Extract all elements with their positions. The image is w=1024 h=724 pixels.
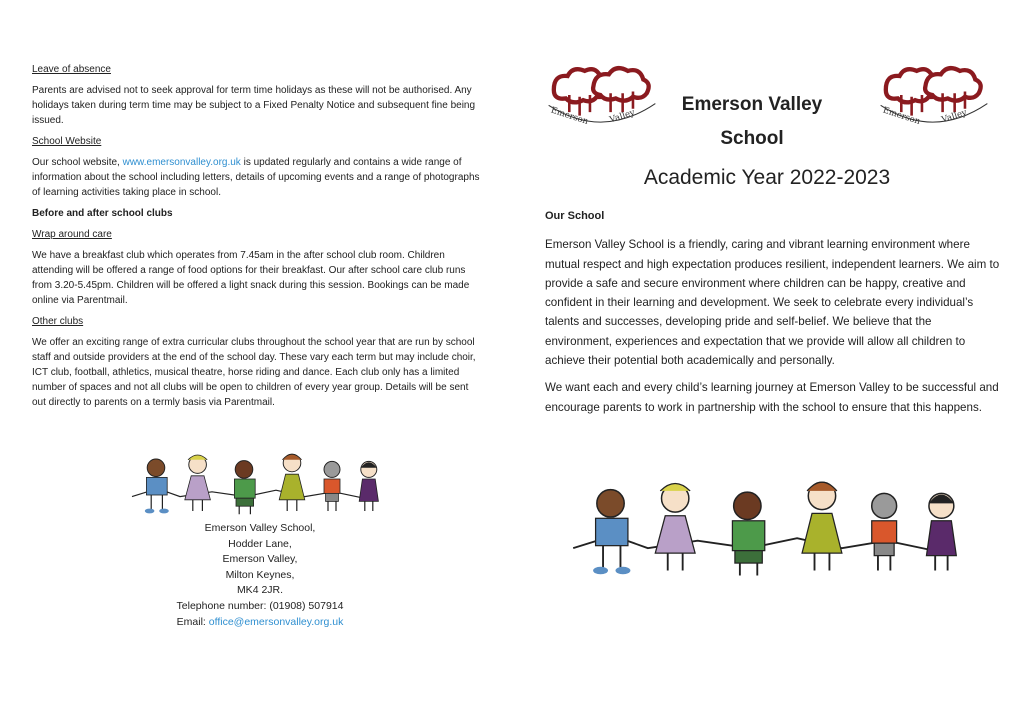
- wrap-around-care-text: We have a breakfast club which operates from 7.45am in the after school club room. Children attending will be offered a range of food options for their breakfast. Our after school care club runs from 3.20-5.45pm. Children will be offered a light snack during this session. Bookings can be made online via Parentmail.: [32, 250, 470, 306]
- right-page: [512, 0, 1024, 724]
- address-line-4: Milton Keynes,: [225, 568, 295, 581]
- address-line-1: Emerson Valley School,: [204, 522, 316, 534]
- academic-year-title: Academic Year 2022-2023: [643, 166, 891, 189]
- children-holding-hands-illustration: [560, 476, 972, 578]
- school-address: [150, 521, 370, 630]
- children-holding-hands-illustration: [124, 450, 388, 516]
- clubs-heading: Before and after school clubs: [32, 208, 173, 219]
- leave-of-absence-heading: Leave of absence: [32, 64, 111, 75]
- other-clubs-heading: Other clubs: [32, 316, 84, 327]
- telephone-number: Telephone number: (01908) 507914: [176, 599, 344, 612]
- school-website-heading: School Website: [32, 136, 102, 147]
- address-line-3: Emerson Valley,: [222, 553, 298, 566]
- website-link[interactable]: www.emersonvalley.org.uk: [122, 157, 241, 168]
- our-school-section: [545, 207, 1001, 425]
- our-school-paragraph-1: Emerson Valley School is a friendly, caring and vibrant learning environment where mutual respect and high expectation produces resilient, independent learners. We aim to provide a safe and secure environment where children can be happy, creative and confident in their learning and development. We seek to celebrate every individual’s talents and successes, developing pride and self-belief. We believe that the environment, experiences and expectation that we provide will allow all children to achieve their potential both academically and personally.: [545, 238, 1000, 368]
- email-link[interactable]: office@emersonvalley.org.uk: [208, 615, 344, 628]
- tree-logo-icon: [536, 64, 668, 138]
- other-clubs-text: We offer an exciting range of extra curricular clubs throughout the school year that are run by school staff and outside providers at the end of the school day. These vary each term but may include choir, ICT club, football, athletics, musical theatre, horse riding and dance. Each club only has a limited number of spaces and not all clubs will be open to children of every year group. Details will be sent out directly to parents on a termly basis via Parentmail.: [32, 337, 476, 408]
- website-text-after: is updated regularly and contains a wide range of information about the school including letters, details of upcoming events and a range of photographs of learning activities taking place in school.: [32, 157, 480, 198]
- our-school-paragraph-2: We want each and every child’s learning journey at Emerson Valley to be successful and encourage parents to work in partnership with the school to ensure that this happens.: [545, 381, 999, 414]
- tree-logo-icon: [868, 64, 1000, 138]
- website-text-before: Our school website,: [32, 157, 123, 168]
- school-name-line-2: School: [720, 128, 784, 149]
- left-text-column: [32, 62, 484, 416]
- wrap-around-care-heading: Wrap around care: [32, 229, 112, 240]
- email-line: [150, 615, 370, 631]
- school-website-text: [32, 155, 484, 200]
- address-postcode: MK4 2JR.: [236, 584, 284, 597]
- leave-of-absence-text: Parents are advised not to seek approval for term time holidays as these will not be authorised. Any holidays taken during term time may be subject to a Fixed Penalty Notice and subsequent fine being issued.: [32, 85, 476, 126]
- email-label: Email:: [176, 615, 209, 628]
- our-school-heading: Our School: [545, 210, 605, 222]
- school-name: [677, 88, 827, 156]
- address-line-2: Hodder Lane,: [228, 537, 292, 550]
- school-name-line-1: Emerson Valley: [681, 94, 823, 115]
